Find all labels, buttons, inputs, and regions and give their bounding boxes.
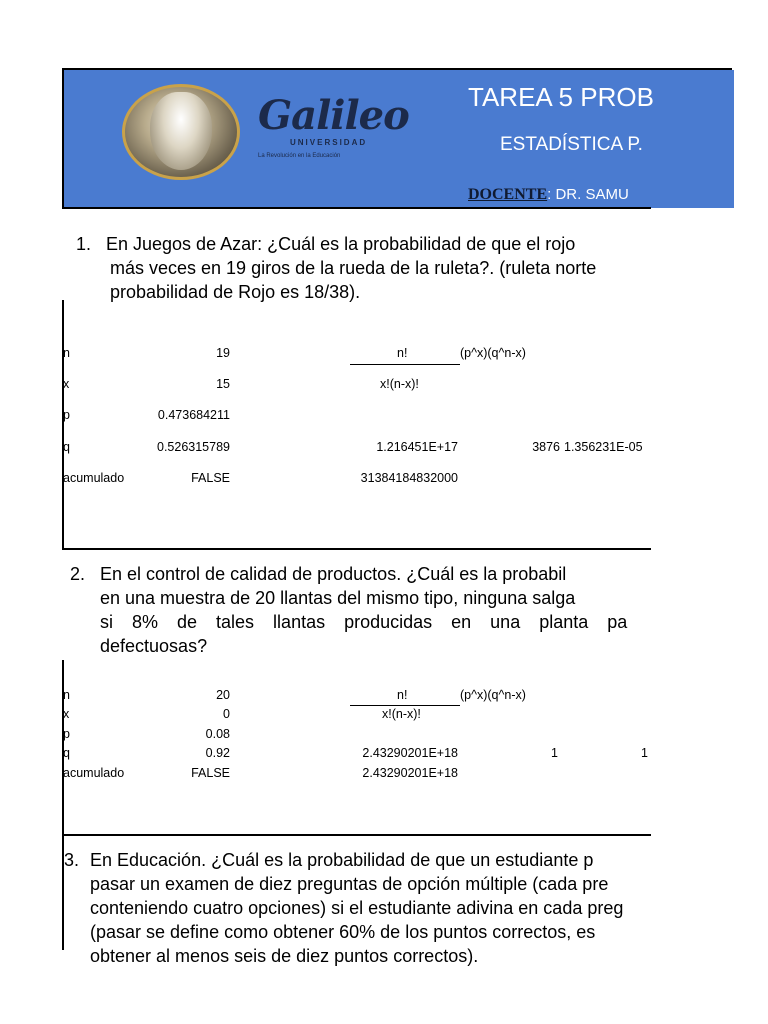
p2-formula-powers: (p^x)(q^n-x) — [460, 688, 526, 702]
p1-formula-numerator: n! — [397, 346, 408, 360]
p1-label-n: n — [63, 346, 70, 360]
problem-3-line-4: (pasar se define como obtener 60% de los puntos correctos, es — [90, 922, 596, 942]
p2-formula-denominator: x!(n-x)! — [382, 707, 421, 721]
problem-3-line-2: pasar un examen de diez preguntas de opción múltiple (cada pre — [90, 874, 609, 894]
problem-2-number: 2. — [70, 564, 86, 584]
p2-calc-combination: 1 — [551, 746, 558, 760]
problem-1-line-1: En Juegos de Azar: ¿Cuál es la probabilidad de que el rojo — [106, 234, 576, 254]
right-crop-mask — [651, 208, 768, 1024]
header-banner-extension — [650, 70, 734, 208]
logo-tagline: La Revolución en la Educación — [258, 153, 341, 159]
problem-2-line-1: En el control de calidad de productos. ¿Cuál es la probabil — [100, 564, 567, 584]
page-subtitle: ESTADÍSTICA P. — [500, 134, 643, 155]
problem-3-text — [64, 848, 644, 968]
p2-calc-denominator: 2.43290201E+18 — [362, 766, 458, 780]
problem-2-line-4: defectuosas? — [100, 636, 208, 656]
problem-3-number: 3. — [64, 850, 80, 870]
problem-1-line-3: probabilidad de Rojo es 18/38). — [110, 282, 361, 302]
p2-label-x: x — [63, 707, 70, 721]
p1-fraction-bar — [350, 364, 460, 365]
p1-calc-powers: 1.356231E-05 — [564, 440, 643, 454]
p2-label-p: p — [63, 727, 70, 741]
p2-calc-powers: 1 — [641, 746, 648, 760]
p2-fraction-bar — [350, 705, 460, 706]
problem-2-line-2: en una muestra de 20 llantas del mismo tipo, ninguna salga — [100, 588, 576, 608]
top-border — [62, 68, 732, 70]
p2-formula-numerator: n! — [397, 688, 408, 702]
problem-3-line-5: obtener al menos seis de diez puntos correctos). — [90, 946, 479, 966]
problem-3-line-3: conteniendo cuatro opciones) si el estudiante adivina en cada preg — [90, 898, 624, 918]
galileo-portrait-face — [150, 92, 212, 170]
p2-label-acumulado: acumulado — [63, 766, 125, 780]
p1-label-p: p — [63, 408, 70, 422]
p2-label-n: n — [63, 688, 70, 702]
p1-label-acumulado: acumulado — [63, 471, 125, 485]
p1-value-q: 0.526315789 — [157, 440, 230, 454]
p1-value-n: 19 — [216, 346, 230, 360]
p1-formula-denominator: x!(n-x)! — [380, 377, 419, 391]
p1-value-acumulado: FALSE — [191, 471, 230, 485]
p1-calc-combination: 3876 — [532, 440, 560, 454]
p1-label-q: q — [63, 440, 70, 454]
problem-1-line-2: más veces en 19 giros de la rueda de la ruleta?. (ruleta norte — [110, 258, 597, 278]
docente-line — [468, 186, 629, 204]
divider-1 — [62, 548, 651, 550]
p2-value-x: 0 — [223, 707, 230, 721]
page-title: TAREA 5 PROB — [468, 82, 654, 112]
p2-value-acumulado: FALSE — [191, 766, 230, 780]
p1-value-p: 0.473684211 — [157, 408, 230, 422]
p1-calc-factorial: 1.216451E+17 — [376, 440, 458, 454]
p2-value-p: 0.08 — [205, 727, 230, 741]
p1-label-x: x — [63, 377, 70, 391]
problem-1-number: 1. — [76, 234, 92, 254]
docente-label: DOCENTE — [468, 186, 548, 203]
p2-label-q: q — [63, 746, 70, 760]
p2-value-n: 20 — [216, 688, 230, 702]
divider-2 — [62, 834, 651, 836]
galileo-logo-text: Galileo — [258, 92, 409, 139]
p2-value-q: 0.92 — [205, 746, 230, 760]
left-border-header — [62, 68, 64, 208]
docente-value: : DR. SAMU — [547, 186, 629, 203]
problem-2-line-3: si 8% de tales llantas producidas en una planta pa — [100, 612, 628, 632]
p1-calc-denominator: 31384184832000 — [360, 471, 458, 485]
left-border-1 — [62, 300, 64, 548]
problem-1-text — [76, 232, 656, 304]
problem-3-line-1: En Educación. ¿Cuál es la probabilidad de que un estudiante p — [90, 850, 594, 870]
p2-calc-factorial: 2.43290201E+18 — [362, 746, 458, 760]
logo-subtitle: UNIVERSIDAD — [290, 138, 368, 147]
problem-2-text — [70, 562, 650, 658]
header-bottom-border — [62, 207, 651, 209]
p1-value-x: 15 — [216, 377, 230, 391]
p1-formula-powers: (p^x)(q^n-x) — [460, 346, 526, 360]
